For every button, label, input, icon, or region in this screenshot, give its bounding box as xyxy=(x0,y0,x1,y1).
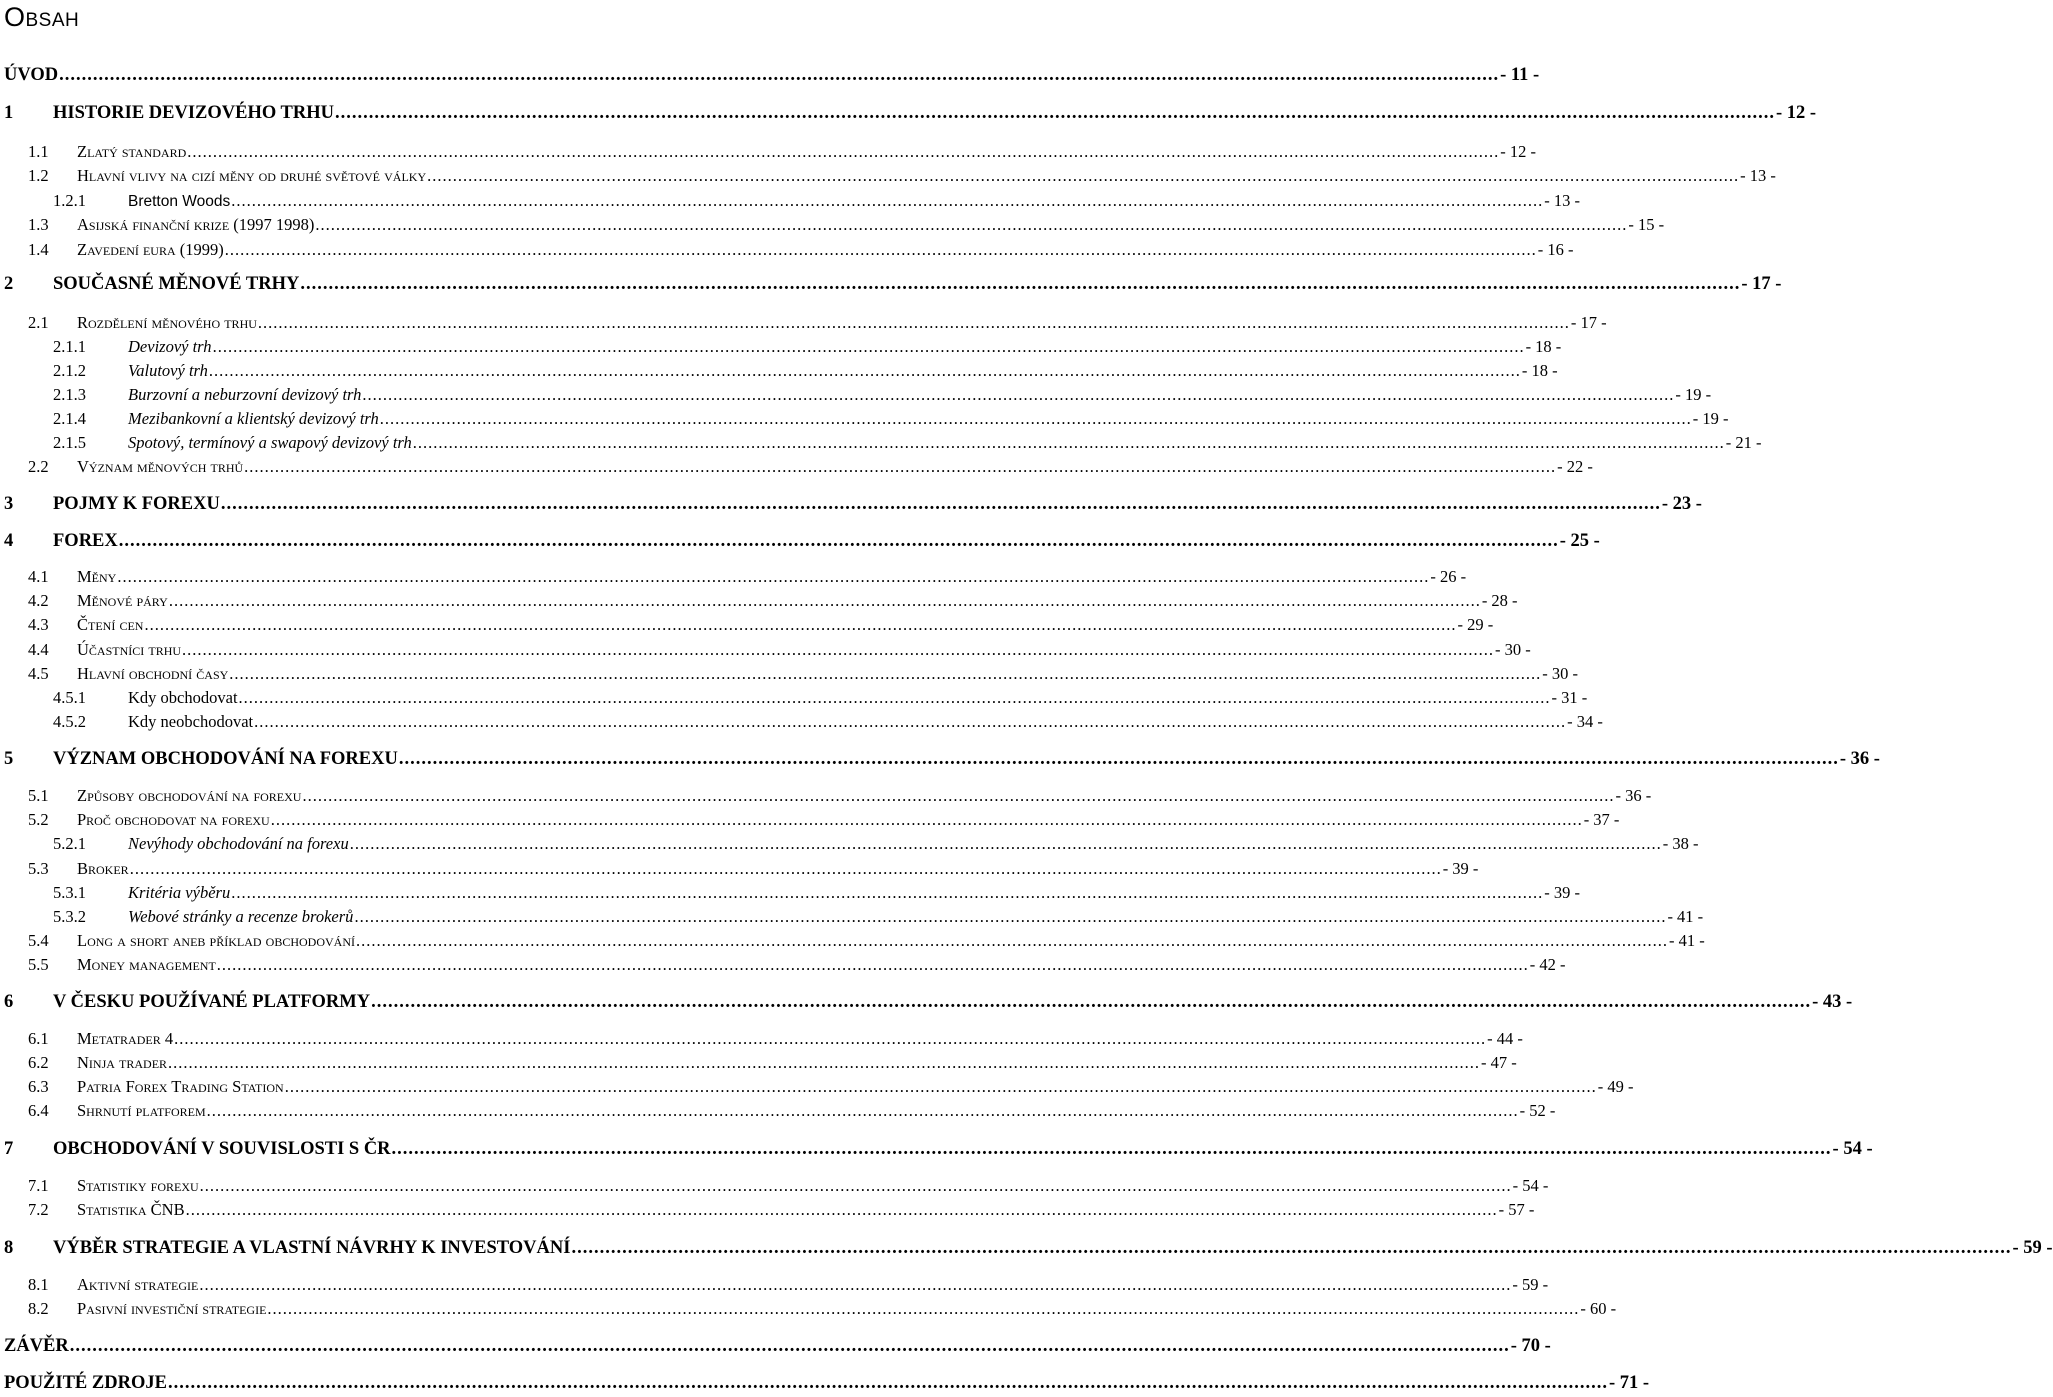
toc-entry-page: - 54 - xyxy=(1832,1139,1873,1159)
toc-entry-number: 5.2.1 xyxy=(53,834,86,853)
toc-entry[interactable] xyxy=(0,1101,1556,1125)
toc-entry[interactable] xyxy=(0,166,1776,190)
toc-entry[interactable] xyxy=(0,992,1853,1016)
toc-entry-page: - 19 - xyxy=(1692,409,1729,428)
toc-entry-title: Rozdělení měnového trhu xyxy=(77,313,257,332)
toc-dot-leader xyxy=(207,1101,1519,1121)
toc-entry-number: 1.2.1 xyxy=(53,191,86,210)
toc-dot-leader xyxy=(239,688,1551,708)
toc-dot-leader xyxy=(335,103,1775,124)
toc-entry[interactable] xyxy=(0,103,1817,127)
toc-entry[interactable] xyxy=(0,1275,1549,1299)
toc-dot-leader xyxy=(350,834,1662,854)
toc-dot-leader xyxy=(267,1299,1579,1319)
toc-entry-number: 5.5 xyxy=(28,955,49,974)
toc-entry-number: 1 xyxy=(4,103,14,123)
toc-dot-leader xyxy=(187,142,1499,162)
toc-entry-number: 2.1.1 xyxy=(53,337,86,356)
toc-entry[interactable] xyxy=(0,1299,1617,1323)
toc-dot-leader xyxy=(285,1077,1597,1097)
toc-entry-title: Účastníci trhu xyxy=(77,640,182,659)
toc-entry-number: 4 xyxy=(4,531,14,551)
toc-entry-title: Čtení cen xyxy=(77,615,144,634)
toc-dot-leader xyxy=(70,1336,1510,1357)
toc-entry-title: Mezibankovní a klientský devizový trh xyxy=(128,409,379,428)
toc-entry-number: 2.1.2 xyxy=(53,361,86,380)
toc-entry[interactable] xyxy=(0,1238,2053,1262)
toc-dot-leader xyxy=(182,640,1494,660)
toc-entry-page: - 12 - xyxy=(1500,142,1536,161)
toc-entry[interactable] xyxy=(0,1200,1535,1224)
toc-dot-leader xyxy=(244,457,1556,477)
toc-entry-number: 2.2 xyxy=(28,457,49,476)
toc-dot-leader xyxy=(200,1176,1512,1196)
toc-entry-title: Valutový trh xyxy=(128,361,208,380)
toc-dot-leader xyxy=(362,385,1674,405)
toc-entry-page: - 44 - xyxy=(1487,1029,1523,1048)
toc-entry[interactable] xyxy=(0,664,1579,688)
toc-entry[interactable] xyxy=(0,313,1607,337)
toc-entry-page: - 18 - xyxy=(1521,361,1558,380)
toc-entry-number: 6.4 xyxy=(28,1101,49,1120)
toc-entry[interactable] xyxy=(0,337,1562,361)
toc-entry[interactable] xyxy=(0,1029,1523,1053)
toc-entry-title: SOUČASNÉ MĚNOVÉ TRHY xyxy=(53,274,300,294)
toc-entry[interactable] xyxy=(0,433,1762,457)
toc-dot-leader xyxy=(254,712,1566,732)
toc-entry[interactable] xyxy=(0,240,1574,264)
toc-entry-page: - 41 - xyxy=(1667,907,1704,926)
toc-entry-title: ZÁVĚR xyxy=(4,1336,69,1356)
toc-entry-page: - 12 - xyxy=(1776,103,1817,123)
toc-entry[interactable] xyxy=(0,749,1880,773)
toc-entry[interactable] xyxy=(0,494,1702,518)
toc-entry-page: - 43 - xyxy=(1812,992,1853,1012)
toc-entry-title: Nevýhody obchodování na forexu xyxy=(128,834,349,853)
toc-entry-title: Způsoby obchodování na forexu xyxy=(77,786,302,805)
toc-dot-leader xyxy=(209,361,1521,381)
toc-entry-number: 8.1 xyxy=(28,1275,49,1294)
toc-entry-title: Měny xyxy=(77,567,117,586)
toc-entry-number: 4.5.1 xyxy=(53,688,86,707)
toc-dot-leader xyxy=(413,433,1725,453)
toc-entry-page: - 31 - xyxy=(1551,688,1588,707)
toc-dot-leader xyxy=(399,749,1839,770)
toc-entry-page: - 70 - xyxy=(1510,1336,1551,1356)
toc-entry-title: Hlavní vlivy na cizí měny od druhé světové války xyxy=(77,166,427,185)
toc-entry-page: - 13 - xyxy=(1740,166,1776,185)
toc-entry-page: - 52 - xyxy=(1519,1101,1556,1120)
toc-entry-title: V ČESKU POUŽÍVANÉ PLATFORMY xyxy=(53,992,371,1012)
toc-entry-title: Devizový trh xyxy=(128,337,212,356)
toc-entry[interactable] xyxy=(0,688,1588,712)
toc-entry-title: Zavedení eura (1999) xyxy=(77,240,224,259)
toc-entry-title: Zlatý standard xyxy=(77,142,187,161)
toc-entry-page: - 42 - xyxy=(1529,955,1566,974)
toc-dot-leader xyxy=(221,494,1661,515)
toc-entry-number: 8.2 xyxy=(28,1299,49,1318)
toc-entry[interactable] xyxy=(0,65,1540,89)
toc-entry-page: - 30 - xyxy=(1495,640,1531,659)
toc-entry-title: Význam měnových trhů xyxy=(77,457,244,476)
toc-entry-page: - 39 - xyxy=(1544,883,1580,902)
toc-entry[interactable] xyxy=(0,142,1536,166)
toc-entry-page: - 38 - xyxy=(1662,834,1699,853)
toc-entry-number: 5.3.1 xyxy=(53,883,86,902)
toc-entry-page: - 36 - xyxy=(1839,749,1880,769)
toc-entry-number: 2.1.5 xyxy=(53,433,86,452)
toc-entry-number: 4.5.2 xyxy=(53,712,86,731)
toc-entry-title: VÝZNAM OBCHODOVÁNÍ NA FOREXU xyxy=(53,749,398,769)
toc-entry-title: Spotový, termínový a swapový devizový trh xyxy=(128,433,412,452)
toc-dot-leader xyxy=(300,274,1740,295)
toc-entry[interactable] xyxy=(0,931,1705,955)
toc-entry-page: - 30 - xyxy=(1542,664,1579,683)
toc-entry-number: 2.1.3 xyxy=(53,385,86,404)
toc-entry-page: - 26 - xyxy=(1430,567,1467,586)
toc-entry-title: Statistiky forexu xyxy=(77,1176,199,1195)
toc-entry-title: Shrnutí platforem xyxy=(77,1101,206,1120)
toc-entry-page: - 41 - xyxy=(1669,931,1705,950)
toc-entry[interactable] xyxy=(0,786,1652,810)
toc-entry-number: 8 xyxy=(4,1238,14,1258)
toc-entry[interactable] xyxy=(0,215,1665,239)
toc-entry[interactable] xyxy=(0,385,1712,409)
toc-entry-page: - 17 - xyxy=(1741,274,1782,294)
toc-entry[interactable] xyxy=(0,457,1593,481)
toc-entry-number: 1.2 xyxy=(28,166,49,185)
toc-entry-page: - 29 - xyxy=(1457,615,1494,634)
page-title: Obsah xyxy=(4,2,80,32)
toc-entry-number: 1.4 xyxy=(28,240,49,259)
toc-entry[interactable] xyxy=(0,274,1782,298)
toc-dot-leader xyxy=(302,786,1614,806)
toc-dot-leader xyxy=(315,215,1627,235)
toc-entry[interactable] xyxy=(0,1139,1873,1163)
toc-dot-leader xyxy=(571,1238,2011,1259)
toc-dot-leader xyxy=(186,1200,1498,1220)
toc-entry-page: - 22 - xyxy=(1557,457,1593,476)
toc-entry[interactable] xyxy=(0,531,1600,555)
toc-dot-leader xyxy=(213,337,1525,357)
toc-dot-leader xyxy=(217,955,1529,975)
toc-entry-page: - 54 - xyxy=(1512,1176,1549,1195)
toc-entry-title: HISTORIE DEVIZOVÉHO TRHU xyxy=(53,103,335,123)
toc-entry-title: Měnové páry xyxy=(77,591,168,610)
toc-dot-leader xyxy=(59,65,1499,86)
toc-entry-number: 6.2 xyxy=(28,1053,49,1072)
toc-entry[interactable] xyxy=(0,591,1518,615)
toc-entry-title: Bretton Woods xyxy=(128,193,231,210)
toc-entry-page: - 11 - xyxy=(1500,65,1540,85)
toc-entry-number: 2.1.4 xyxy=(53,409,86,428)
toc-entry-title: Aktivní strategie xyxy=(77,1275,199,1294)
toc-dot-leader xyxy=(168,1053,1480,1073)
toc-entry-page: - 39 - xyxy=(1442,859,1479,878)
toc-entry[interactable] xyxy=(0,409,1729,433)
toc-entry[interactable] xyxy=(0,361,1558,385)
toc-entry[interactable] xyxy=(0,907,1704,931)
toc-entry[interactable] xyxy=(0,834,1699,858)
toc-entry-number: 4.4 xyxy=(28,640,49,659)
toc-entry-title: Metatrader 4 xyxy=(77,1029,174,1048)
toc-entry-number: 6 xyxy=(4,992,14,1012)
toc-entry-title: Pasivní investiční strategie xyxy=(77,1299,267,1318)
toc-entry-number: 5.2 xyxy=(28,810,49,829)
toc-dot-leader xyxy=(225,240,1537,260)
toc-entry-number: 4.2 xyxy=(28,591,49,610)
toc-entry-page: - 28 - xyxy=(1481,591,1518,610)
toc-entry-page: - 59 - xyxy=(1512,1275,1549,1294)
toc-entry-title: OBCHODOVÁNÍ V SOUVISLOSTI S ČR xyxy=(53,1139,391,1159)
toc-entry-number: 5.4 xyxy=(28,931,49,950)
toc-entry[interactable] xyxy=(0,567,1467,591)
toc-entry[interactable] xyxy=(0,640,1531,664)
toc-dot-leader xyxy=(199,1275,1511,1295)
toc-entry-title: POJMY K FOREXU xyxy=(53,494,220,514)
toc-entry[interactable] xyxy=(0,883,1580,907)
toc-entry-title: Patria Forex Trading Station xyxy=(77,1077,284,1096)
toc-dot-leader xyxy=(117,567,1429,587)
toc-entry-title: FOREX xyxy=(53,531,118,551)
toc-entry-page: - 15 - xyxy=(1628,215,1665,234)
toc-entry-title: Ninja trader xyxy=(77,1053,168,1072)
toc-entry-number: 5.1 xyxy=(28,786,49,805)
toc-dot-leader xyxy=(169,591,1481,611)
toc-entry-title: Kdy neobchodovat xyxy=(128,712,254,731)
toc-entry-page: - 47 - xyxy=(1481,1053,1517,1072)
toc-dot-leader xyxy=(356,931,1668,951)
toc-entry-number: 5 xyxy=(4,749,14,769)
toc-dot-leader xyxy=(174,1029,1486,1049)
toc-dot-leader xyxy=(371,992,1811,1013)
toc-entry-number: 7.1 xyxy=(28,1176,49,1195)
toc-dot-leader xyxy=(271,810,1583,830)
toc-entry-page: - 23 - xyxy=(1661,494,1702,514)
toc-entry-number: 6.3 xyxy=(28,1077,49,1096)
toc-dot-leader xyxy=(144,615,1456,635)
toc-entry[interactable] xyxy=(0,1336,1551,1360)
toc-entry-page: - 16 - xyxy=(1537,240,1574,259)
toc-entry[interactable] xyxy=(0,1077,1634,1101)
toc-entry-title: ÚVOD xyxy=(4,65,59,85)
toc-entry-page: - 59 - xyxy=(2012,1238,2053,1258)
toc-entry-title: VÝBĚR STRATEGIE A VLASTNÍ NÁVRHY K INVESTOVÁNÍ xyxy=(53,1238,571,1258)
toc-dot-leader xyxy=(354,907,1666,927)
toc-entry-number: 1.1 xyxy=(28,142,49,161)
toc-entry-page: - 57 - xyxy=(1498,1200,1535,1219)
toc-entry-title: Statistika ČNB xyxy=(77,1200,185,1219)
toc-entry[interactable] xyxy=(0,712,1603,736)
toc-entry-title: POUŽITÉ ZDROJE xyxy=(4,1373,167,1393)
toc-entry-title: Webové stránky a recenze brokerů xyxy=(128,907,354,926)
toc-dot-leader xyxy=(231,191,1543,211)
toc-dot-leader xyxy=(119,531,1559,552)
toc-dot-leader xyxy=(258,313,1570,333)
toc-dot-leader xyxy=(229,664,1541,684)
toc-entry-page: - 25 - xyxy=(1559,531,1600,551)
toc-dot-leader xyxy=(380,409,1692,429)
toc-dot-leader xyxy=(231,883,1543,903)
toc-entry-page: - 36 - xyxy=(1615,786,1652,805)
toc-entry[interactable] xyxy=(0,1053,1517,1077)
toc-entry-number: 2 xyxy=(4,274,14,294)
toc-entry-number: 4.3 xyxy=(28,615,49,634)
toc-entry-page: - 71 - xyxy=(1608,1373,1650,1393)
toc-entry-number: 2.1 xyxy=(28,313,49,332)
toc-entry[interactable] xyxy=(0,810,1620,834)
toc-entry-title: Long a short aneb příklad obchodování xyxy=(77,931,355,950)
toc-entry-page: - 34 - xyxy=(1567,712,1603,731)
toc-entry-page: - 17 - xyxy=(1570,313,1607,332)
toc-entry-title: Broker xyxy=(77,859,129,878)
toc-entry-page: - 60 - xyxy=(1580,1299,1617,1318)
toc-entry[interactable] xyxy=(0,1176,1549,1200)
toc-entry[interactable] xyxy=(0,955,1566,979)
toc-entry-page: - 37 - xyxy=(1583,810,1620,829)
toc-entry-number: 5.3 xyxy=(28,859,49,878)
toc-entry-title: Money management xyxy=(77,955,216,974)
toc-entry-number: 4.5 xyxy=(28,664,49,683)
toc-dot-leader xyxy=(130,859,1442,879)
toc-entry-title: Kritéria výběru xyxy=(128,883,231,902)
toc-entry-title: Hlavní obchodní časy xyxy=(77,664,229,683)
toc-entry-number: 7.2 xyxy=(28,1200,49,1219)
toc-entry-number: 6.1 xyxy=(28,1029,49,1048)
toc-dot-leader xyxy=(392,1139,1832,1160)
toc-entry[interactable] xyxy=(0,191,1580,215)
toc-entry-number: 1.3 xyxy=(28,215,49,234)
toc-entry-number: 4.1 xyxy=(28,567,49,586)
toc-dot-leader xyxy=(427,166,1739,186)
toc-entry-page: - 19 - xyxy=(1675,385,1712,404)
toc-entry-page: - 13 - xyxy=(1544,191,1580,210)
toc-entry-page: - 18 - xyxy=(1525,337,1562,356)
toc-entry-page: - 49 - xyxy=(1597,1077,1634,1096)
toc-entry[interactable] xyxy=(0,615,1494,639)
toc-entry[interactable] xyxy=(0,859,1479,883)
toc-entry-title: Kdy obchodovat xyxy=(128,688,238,707)
toc-entry-number: 7 xyxy=(4,1139,14,1159)
toc-entry[interactable] xyxy=(0,1373,1650,1397)
toc-dot-leader xyxy=(168,1373,1608,1394)
toc-entry-title: Proč obchodovat na forexu xyxy=(77,810,270,829)
toc-entry-title: Asijská finanční krize (1997 1998) xyxy=(77,215,315,234)
toc-entry-number: 3 xyxy=(4,494,14,514)
toc-entry-page: - 21 - xyxy=(1725,433,1762,452)
toc-entry-title: Burzovní a neburzovní devizový trh xyxy=(128,385,362,404)
toc-entry-number: 5.3.2 xyxy=(53,907,86,926)
